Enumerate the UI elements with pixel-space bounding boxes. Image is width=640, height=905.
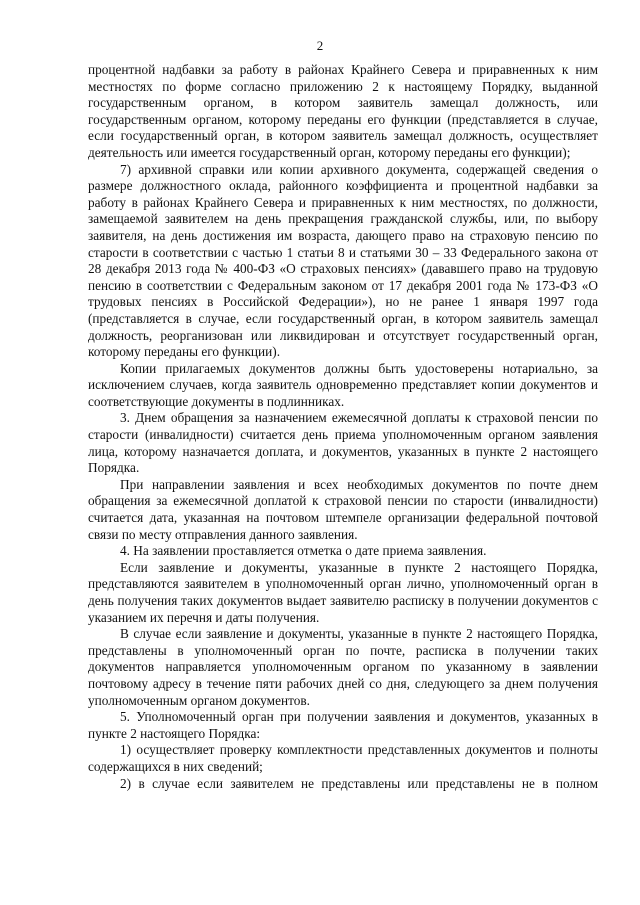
page-number: 2	[316, 38, 324, 53]
paragraph-section-4: 4. На заявлении проставляется отметка о дате приема заявления.	[120, 543, 487, 559]
paragraph-notary-copies: Копии прилагаемых документов должны быть удостоверены нотариально, за исключением случаев, когда заявитель одновременно представляет копии документов и соответствующие документы в подлинниках.	[88, 360, 598, 409]
paragraph-section-3: 3. Днем обращения за назначением ежемесячной доплаты к страховой пенсии по старости (инвалидности) считается день приема уполномоченным органом заявления лица, которому назначается доплата, и документов, указанных в пункте 2 настоящего Порядка.	[88, 410, 598, 476]
document-body	[88, 62, 598, 792]
paragraph-continuation: процентной надбавки за работу в районах Крайнего Севера и приравненных к ним местностях по форме согласно приложению 2 к настоящему Порядку, выданной государственным органом, в котором заявитель замещал должность, или государственным органом, которому переданы его функции (представляется в случае, если государственный орган, в котором заявитель замещал должность, осуществляет деятельность или имеется государственный орган, которому переданы его функции);	[88, 62, 598, 160]
paragraph-section-5-item-2: 2) в случае если заявителем не представлены или представлены не в полном	[120, 775, 598, 791]
paragraph-postal-receipt: В случае если заявление и документы, указанные в пункте 2 настоящего Порядка, представлены в уполномоченный орган по почте, расписка в получении таких документов направляется уполномоченным органом по указанному в заявлении почтовому адресу в течение пяти рабочих дней со дня, следующего за днем получения уполномоченным органом документов.	[88, 626, 598, 708]
paragraph-section-5-item-1: 1) осуществляет проверку комплектности представленных документов и полноты содержащихся в них сведений;	[88, 742, 598, 774]
paragraph-item-7: 7) архивной справки или копии архивного документа, содержащей сведения о размере должностного оклада, районного коэффициента и процентной надбавки за работу в районах Крайнего Севера и приравненных к ним местностях, по должности, замещаемой заявителем на день прекращения гражданской службы, или, по выбору заявителя, на день достижения им возраста, дающего право на страховую пенсию по старости в соответствии с частью 1 статьи 8 и статьями 30 – 33 Федерального закона от 28 декабря 2013 года № 400-ФЗ «О страховых пенсиях» (дававшего право на трудовую пенсию в соответствии с Федеральным законом от 17 декабря 2001 года № 173-ФЗ «О трудовых пенсиях в Российской Федерации»), но не ранее 1 января 1997 года (представляется в случае, если государственный орган, в котором заявитель замещал должность, реорганизован или ликвидирован и отсутствует государственный орган, которому переданы его функции).	[88, 161, 598, 360]
paragraph-section-5: 5. Уполномоченный орган при получении заявления и документов, указанных в пункте 2 настоящего Порядка:	[88, 709, 598, 741]
paragraph-postal-submission: При направлении заявления и всех необходимых документов по почте днем обращения за ежемесячной доплатой к страховой пенсии по старости (инвалидности) считается дата, указанная на почтовом штемпеле организации федеральной почтовой связи по месту отправления данного заявления.	[88, 476, 598, 542]
paragraph-in-person-receipt: Если заявление и документы, указанные в пункте 2 настоящего Порядка, представляются заявителем в уполномоченный орган лично, уполномоченный орган в день получения таких документов выдает заявителю расписку в получении документов с указанием их перечня и даты получения.	[88, 559, 598, 625]
